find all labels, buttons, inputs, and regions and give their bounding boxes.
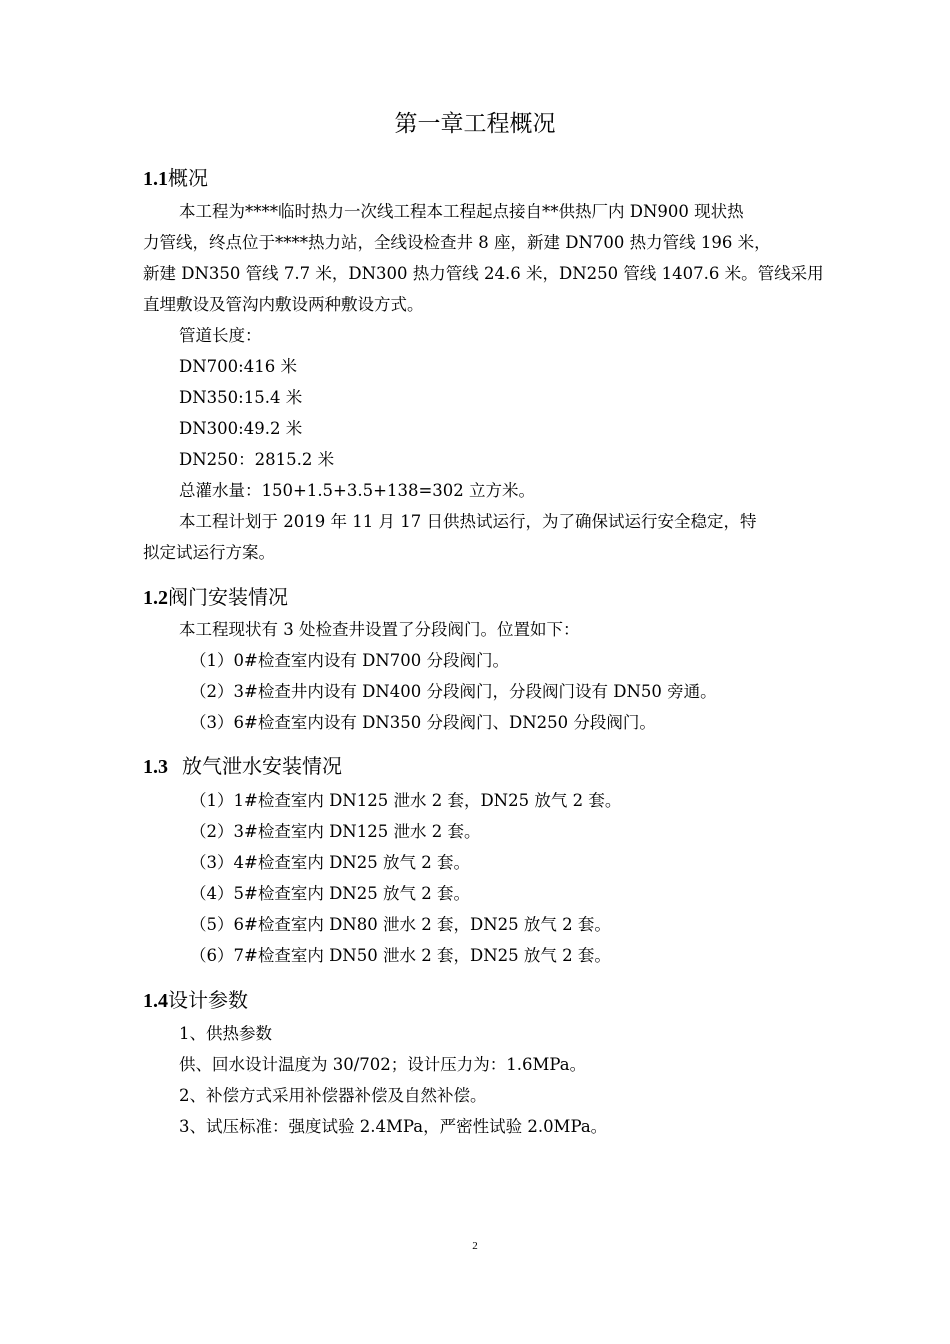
section-title: 概况 xyxy=(168,166,208,190)
list-item: （2）3#检查室内 DN125 泄水 2 套。 xyxy=(190,822,481,841)
section-heading-1-4 xyxy=(143,986,248,1015)
section-number: 1.3 xyxy=(143,756,168,778)
list-item: （2）3#检查井内设有 DN400 分段阀门，分段阀门设有 DN50 旁通。 xyxy=(190,682,717,701)
list-item: 1、供热参数 xyxy=(179,1024,272,1043)
section-heading-1-1 xyxy=(143,164,208,193)
section-title: 放气泄水安装情况 xyxy=(182,754,342,778)
section-intro: 本工程现状有 3 处检查井设置了分段阀门。位置如下： xyxy=(179,620,580,639)
length-item: DN700:416 米 xyxy=(179,357,297,376)
length-item: DN350:15.4 米 xyxy=(179,388,303,407)
paragraph-line: 新建 DN350 管线 7.7 米，DN300 热力管线 24.6 米，DN250 管线 1407.6 米。管线采用 xyxy=(143,264,824,283)
list-item: （4）5#检查室内 DN25 放气 2 套。 xyxy=(190,884,470,903)
list-item: （1）0#检查室内设有 DN700 分段阀门。 xyxy=(190,651,509,670)
list-item: 3、试压标准：强度试验 2.4MPa，严密性试验 2.0MPa。 xyxy=(179,1117,608,1136)
page-number: 2 xyxy=(472,1240,478,1252)
section-number: 1.4 xyxy=(143,990,168,1012)
length-item: DN300:49.2 米 xyxy=(179,419,303,438)
paragraph-line: 直埋敷设及管沟内敷设两种敷设方式。 xyxy=(143,295,424,314)
list-item: （3）6#检查室内设有 DN350 分段阀门、DN250 分段阀门。 xyxy=(190,713,656,732)
section-number: 1.2 xyxy=(143,587,168,609)
list-item: 2、补偿方式采用补偿器补偿及自然补偿。 xyxy=(179,1086,487,1105)
list-item: （1）1#检查室内 DN125 泄水 2 套，DN25 放气 2 套。 xyxy=(190,791,622,810)
section-heading-1-2 xyxy=(143,583,288,612)
section-title: 设计参数 xyxy=(168,988,248,1012)
list-item: （6）7#检查室内 DN50 泄水 2 套，DN25 放气 2 套。 xyxy=(190,946,611,965)
paragraph-line: 本工程为****临时热力一次线工程本工程起点接自**供热厂内 DN900 现状热 xyxy=(179,202,744,221)
section-heading-1-3 xyxy=(143,752,342,781)
list-item: 供、回水设计温度为 30/702；设计压力为：1.6MPa。 xyxy=(179,1055,587,1074)
section-title: 阀门安装情况 xyxy=(168,585,288,609)
chapter-title: 第一章工程概况 xyxy=(394,111,556,137)
section-number: 1.1 xyxy=(143,168,168,190)
paragraph-line: 力管线，终点位于****热力站，全线设检查井 8 座，新建 DN700 热力管线 196 米， xyxy=(143,233,771,252)
water-volume: 总灌水量：150+1.5+3.5+138=302 立方米。 xyxy=(179,481,536,500)
plan-line: 本工程计划于 2019 年 11 月 17 日供热试运行，为了确保试运行安全稳定，特 xyxy=(179,512,757,531)
plan-line: 拟定试运行方案。 xyxy=(143,543,275,562)
length-item: DN250：2815.2 米 xyxy=(179,450,335,469)
list-item: （3）4#检查室内 DN25 放气 2 套。 xyxy=(190,853,470,872)
list-item: （5）6#检查室内 DN80 泄水 2 套，DN25 放气 2 套。 xyxy=(190,915,611,934)
length-heading: 管道长度： xyxy=(179,326,262,345)
